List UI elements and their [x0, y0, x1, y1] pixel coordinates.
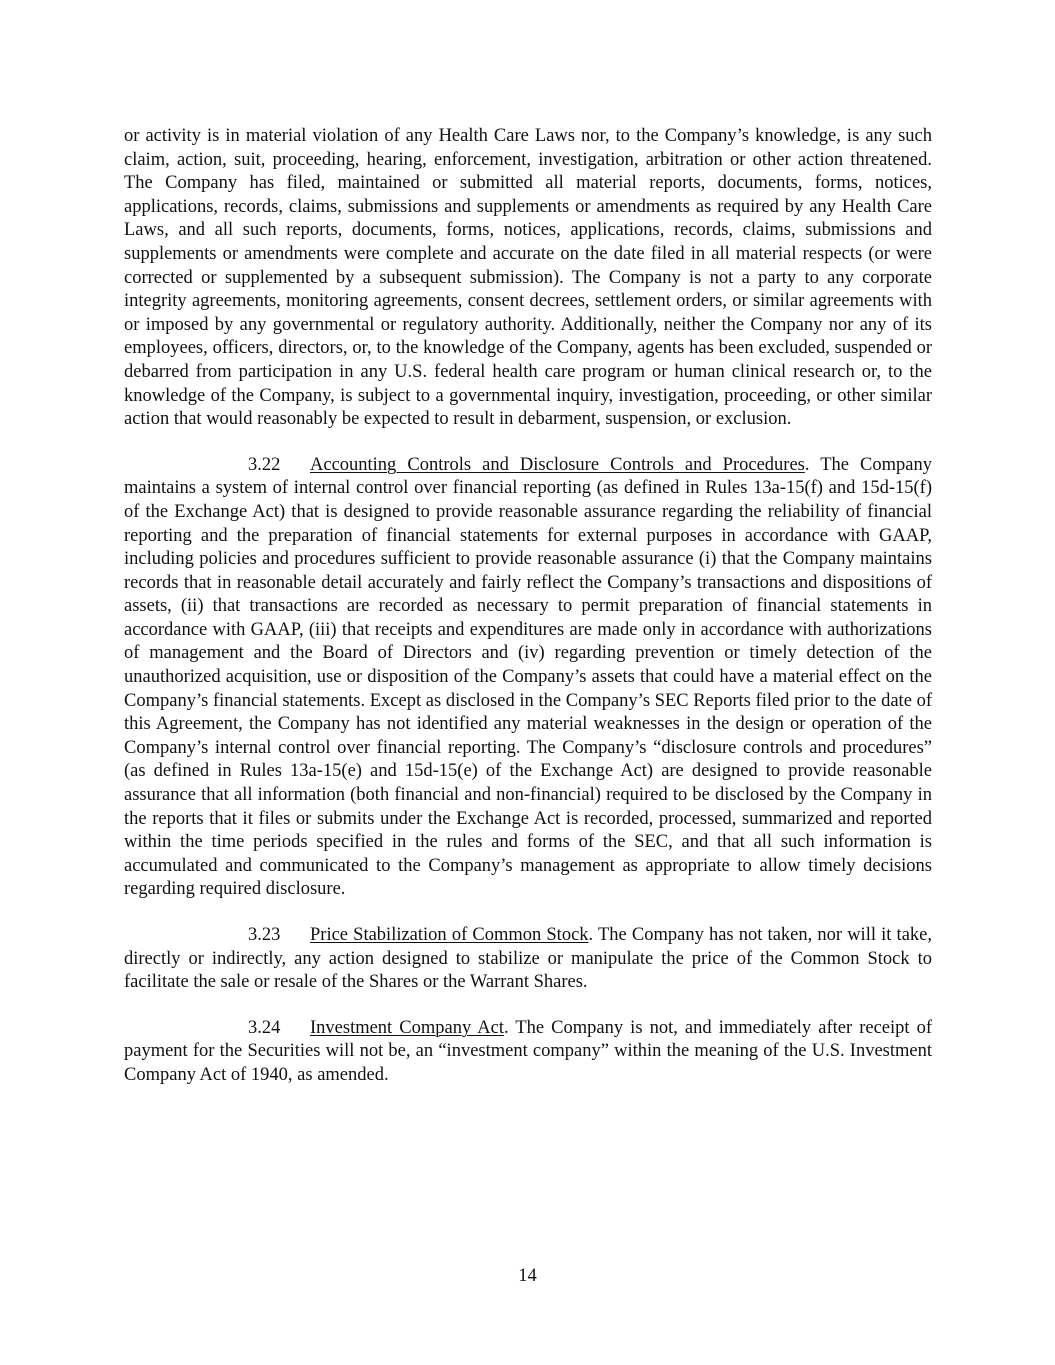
document-body	[124, 125, 932, 1110]
section-number: 3.22	[248, 454, 281, 475]
section-title: Price Stabilization of Common Stock	[310, 925, 589, 945]
continuation-paragraph: or activity is in material violation of any Health Care Laws nor, to the Company’s knowledge, is any such claim, action, suit, proceeding, hearing, enforcement, investigation, arbitration or other action threatened. The Company has filed, maintained or submitted all material reports, documents, forms, notices, applications, records, claims, submissions and supplements or amendments as required by any Health Care Laws, and all such reports, documents, forms, notices, applications, records, claims, submissions and supplements or amendments were complete and accurate on the date filed in all material respects (or were corrected or supplemented by a subsequent submission). The Company is not a party to any corporate integrity agreements, monitoring agreements, consent decrees, settlement orders, or similar agreements with or imposed by any governmental or regulatory authority. Additionally, neither the Company nor any of its employees, officers, directors, or, to the knowledge of the Company, agents has been excluded, suspended or debarred from participation in any U.S. federal health care program or human clinical research or, to the knowledge of the Company, is subject to a governmental inquiry, investigation, proceeding, or other similar action that would reasonably be expected to result in debarment, suspension, or exclusion.	[124, 126, 932, 430]
section-number: 3.23	[248, 925, 281, 945]
section-body: . The Company has not taken, nor will it take, directly or indirectly, any action designed to stabilize or manipulate the price of the Common Stock to facilitate the sale or resale of the Shares or the Warrant Shares.	[124, 925, 932, 993]
section-3-23	[124, 924, 932, 995]
section-number: 3.24	[248, 1017, 281, 1038]
section-3-24	[124, 1017, 932, 1088]
section-3-22	[124, 454, 932, 902]
section-body: . The Company maintains a system of internal control over financial reporting (as defined in Rules 13a-15(f) and 15d-15(f) of the Exchange Act) that is designed to provide reasonable assurance regarding the reliability of financial reporting and the preparation of financial statements for external purposes in accordance with GAAP, including policies and procedures sufficient to provide reasonable assurance (i) that the Company maintains records that in reasonable detail accurately and fairly reflect the Company’s transactions and dispositions of assets, (ii) that transactions are recorded as necessary to permit preparation of financial statements in accordance with GAAP, (iii) that receipts and expenditures are made only in accordance with authorizations of management and the Board of Directors and (iv) regarding prevention or timely detection of the unauthorized acquisition, use or disposition of the Company’s assets that could have a material effect on the Company’s financial statements. Except as disclosed in the Company’s SEC Reports filed prior to the date of this Agreement, the Company has not identified any material weaknesses in the design or operation of the Company’s internal control over financial reporting. The Company’s “disclosure controls and procedures” (as defined in Rules 13a-15(e) and 15d-15(e) of the Exchange Act) are designed to provide reasonable assurance that all information (both financial and non-financial) required to be disclosed by the Company in the reports that it files or submits under the Exchange Act is recorded, processed, summarized and reported within the time periods specified in the rules and forms of the SEC, and that all such information is accumulated and communicated to the Company’s management as appropriate to allow timely decisions regarding required disclosure.	[124, 454, 932, 900]
section-title: Accounting Controls and Disclosure Controls and Procedures	[310, 454, 805, 475]
section-body: . The Company is not, and immediately after receipt of payment for the Securities will not be, an “investment company” within the meaning of the U.S. Investment Company Act of 1940, as amended.	[124, 1017, 932, 1085]
page-number: 14	[518, 1266, 537, 1286]
section-title: Investment Company Act	[310, 1017, 504, 1038]
